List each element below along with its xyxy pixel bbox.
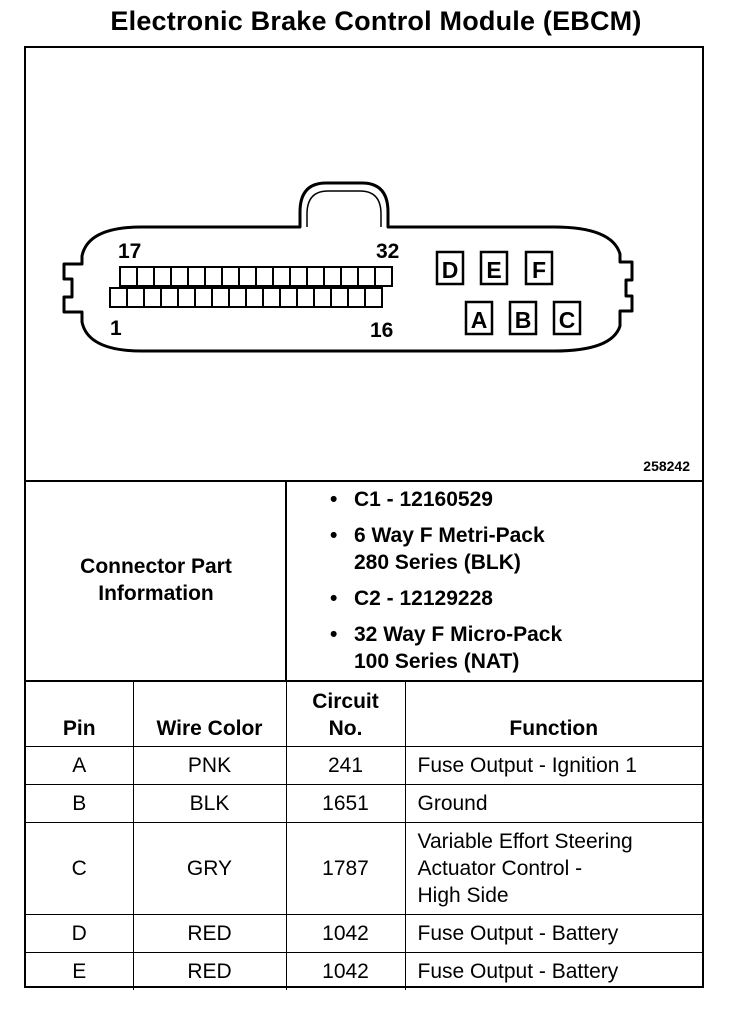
pin-cavity xyxy=(239,267,256,286)
cell-circuit: 1787 xyxy=(286,822,405,914)
cell-pin: C xyxy=(26,822,133,914)
connector-info-label-text: Connector Part Information xyxy=(80,555,232,605)
cavity-label-c: C xyxy=(558,307,576,333)
connector-info-label xyxy=(26,482,286,678)
cell-wire-color: RED xyxy=(133,914,286,952)
cell-pin: D xyxy=(26,914,133,952)
pin-cavity xyxy=(246,288,263,307)
pin-cavity xyxy=(324,267,341,286)
cell-pin: A xyxy=(26,746,133,784)
cell-function: Fuse Output - Ignition 1 xyxy=(405,746,702,784)
header-function: Function xyxy=(405,682,702,746)
connector-info-item xyxy=(330,585,700,612)
pin-cavity xyxy=(280,288,297,307)
cell-wire-color: PNK xyxy=(133,746,286,784)
info-line: C2 - 12129228 xyxy=(354,587,493,610)
pin-cavity xyxy=(171,267,188,286)
cavity-label-f: F xyxy=(531,257,547,283)
pin-cavity xyxy=(127,288,144,307)
cell-function: Ground xyxy=(405,784,702,822)
pin-cavity xyxy=(256,267,273,286)
function-line: Actuator Control - xyxy=(417,856,583,880)
page-title: Electronic Brake Control Module (EBCM) xyxy=(110,6,642,36)
cell-circuit: 1042 xyxy=(286,914,405,952)
cell-circuit: 1651 xyxy=(286,784,405,822)
header-pin: Pin xyxy=(26,682,133,746)
pin-label-32: 32 xyxy=(376,240,400,263)
pin-cavity xyxy=(307,267,324,286)
header-wire-color: Wire Color xyxy=(133,682,286,746)
pin-cavity xyxy=(137,267,154,286)
cavity-b xyxy=(510,302,536,334)
pin-cavity xyxy=(212,288,229,307)
pin-cavity xyxy=(348,288,365,307)
pin-cavity xyxy=(144,288,161,307)
connector-face-svg xyxy=(24,46,704,480)
cavity-a xyxy=(466,302,492,334)
cavity-c xyxy=(554,302,580,334)
cell-wire-color: BLK xyxy=(133,784,286,822)
pin-cavity xyxy=(222,267,239,286)
pin-cavity xyxy=(273,267,290,286)
cavity-e xyxy=(481,252,507,284)
pin-table xyxy=(26,682,702,990)
connector-info-item xyxy=(330,486,700,513)
figure-id: 258242 xyxy=(643,458,690,474)
pin-cavity xyxy=(205,267,222,286)
info-line: 100 Series (NAT) xyxy=(354,650,520,673)
header-circuit-line1: Circuit xyxy=(312,689,379,713)
pin-cavity xyxy=(263,288,280,307)
pin-cavity xyxy=(110,288,127,307)
pin-cavity xyxy=(297,288,314,307)
cell-pin: B xyxy=(26,784,133,822)
info-line: 6 Way F Metri-Pack xyxy=(354,524,545,547)
pin-cavity xyxy=(188,267,205,286)
pin-label-1: 1 xyxy=(110,317,122,340)
function-line: High Side xyxy=(417,883,509,907)
pin-cavity xyxy=(365,288,382,307)
pin-cavity xyxy=(154,267,171,286)
connector-info-item xyxy=(330,621,700,675)
pin-cavity-grid xyxy=(110,267,392,307)
pin-cavity xyxy=(161,288,178,307)
table-row xyxy=(26,914,702,952)
cell-function: Fuse Output - Battery xyxy=(405,914,702,952)
pin-label-17: 17 xyxy=(118,240,142,263)
cell-function xyxy=(405,822,702,914)
info-line: 280 Series (BLK) xyxy=(354,551,521,574)
connector-diagram xyxy=(24,46,704,480)
pin-cavity xyxy=(341,267,358,286)
cavity-label-b: B xyxy=(514,307,532,333)
cavity-label-a: A xyxy=(470,307,488,333)
info-line: 32 Way F Micro-Pack xyxy=(354,623,563,646)
cell-circuit: 1042 xyxy=(286,952,405,990)
header-circuit-line2: No. xyxy=(328,716,363,740)
pin-cavity xyxy=(358,267,375,286)
pin-cavity xyxy=(120,267,137,286)
pin-label-16: 16 xyxy=(370,319,394,342)
header-circuit xyxy=(286,682,405,746)
info-line: C1 - 12160529 xyxy=(354,488,493,511)
cell-circuit: 241 xyxy=(286,746,405,784)
pin-cavity xyxy=(229,288,246,307)
pin-cavity xyxy=(290,267,307,286)
table-row xyxy=(26,746,702,784)
table-row xyxy=(26,952,702,990)
connector-info-item xyxy=(330,522,700,576)
pin-cavity xyxy=(314,288,331,307)
cavity-f xyxy=(526,252,552,284)
cell-pin: E xyxy=(26,952,133,990)
table-row xyxy=(26,822,702,914)
cell-wire-color: GRY xyxy=(133,822,286,914)
pin-cavity xyxy=(178,288,195,307)
cavity-label-d: D xyxy=(441,257,459,283)
pin-cavity xyxy=(375,267,392,286)
cell-wire-color: RED xyxy=(133,952,286,990)
pin-cavity xyxy=(331,288,348,307)
table-row xyxy=(26,784,702,822)
cavity-d xyxy=(437,252,463,284)
connector-info-list xyxy=(330,486,700,684)
pin-cavity xyxy=(195,288,212,307)
function-line: Variable Effort Steering xyxy=(417,829,633,853)
cavity-label-e: E xyxy=(486,257,502,283)
cell-function: Fuse Output - Battery xyxy=(405,952,702,990)
